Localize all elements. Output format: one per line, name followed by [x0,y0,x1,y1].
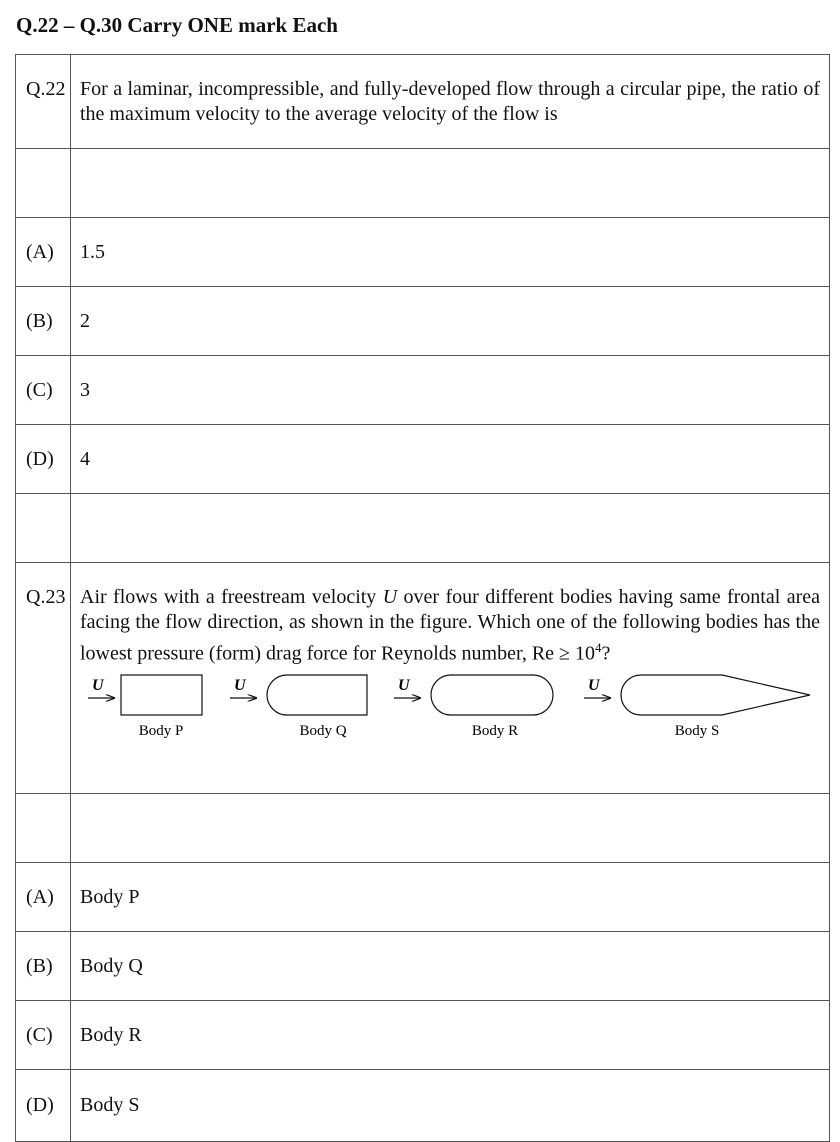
bodies-figure [80,673,810,753]
option-text: 4 [71,425,830,494]
body-s-label: Body S [674,722,720,739]
section-heading: Q.22 – Q.30 Carry ONE mark Each [16,13,338,37]
option-row [16,356,830,425]
question-cell [71,563,830,794]
body-s-shape [621,675,810,715]
flow-arrow-r [394,677,420,698]
option-text: Body Q [71,932,830,1001]
body-p-shape [121,675,202,715]
option-text: Body P [71,863,830,932]
option-text: Body S [71,1070,830,1142]
option-label: (B) [16,932,71,1001]
question-text: Air flows with a freestream velocity U over four different bodies having same frontal area facing the flow direction, as shown in the figure. Which one of the following bodies has the lowest pressure (form) drag force for Reynolds number, $Re \ge 10^4$? [80,586,820,665]
body-q-shape [267,675,367,715]
option-text: 1.5 [71,218,830,287]
option-row [16,1001,830,1070]
option-label: (A) [16,863,71,932]
svg-text:U: U [398,676,410,694]
body-r-label: Body R [471,722,519,739]
option-label: (C) [16,356,71,425]
option-row [16,863,830,932]
body-p-label: Body P [138,722,184,739]
option-row [16,218,830,287]
question-table [15,54,830,1142]
velocity-variable: U [382,586,398,608]
option-text: 2 [71,287,830,356]
question-number: Q.22 [16,55,71,149]
option-row [16,287,830,356]
body-q-label: Body Q [299,722,347,739]
option-label: (D) [16,425,71,494]
spacer-row [16,494,830,563]
question-row-q23 [16,563,830,794]
option-label: (C) [16,1001,71,1070]
option-text: Body R [71,1001,830,1070]
option-label: (D) [16,1070,71,1142]
flow-arrow-s [584,677,610,698]
spacer-row [16,149,830,218]
option-row [16,425,830,494]
exponent: 4 [595,640,602,655]
question-text: For a laminar, incompressible, and fully-developed flow through a circular pipe, the ratio of the maximum velocity to the average velocity of the flow is [71,55,830,149]
option-row [16,932,830,1001]
option-label: (A) [16,218,71,287]
option-label: (B) [16,287,71,356]
flow-arrow-p [88,677,114,698]
svg-text:U: U [588,676,600,694]
svg-text:U: U [234,676,246,694]
question-row-q22 [16,55,830,149]
flow-arrow-q [230,677,256,698]
question-number: Q.23 [16,563,71,794]
option-text: 3 [71,356,830,425]
body-r-shape [431,675,553,715]
svg-text:U: U [92,676,104,694]
spacer-row [16,794,830,863]
